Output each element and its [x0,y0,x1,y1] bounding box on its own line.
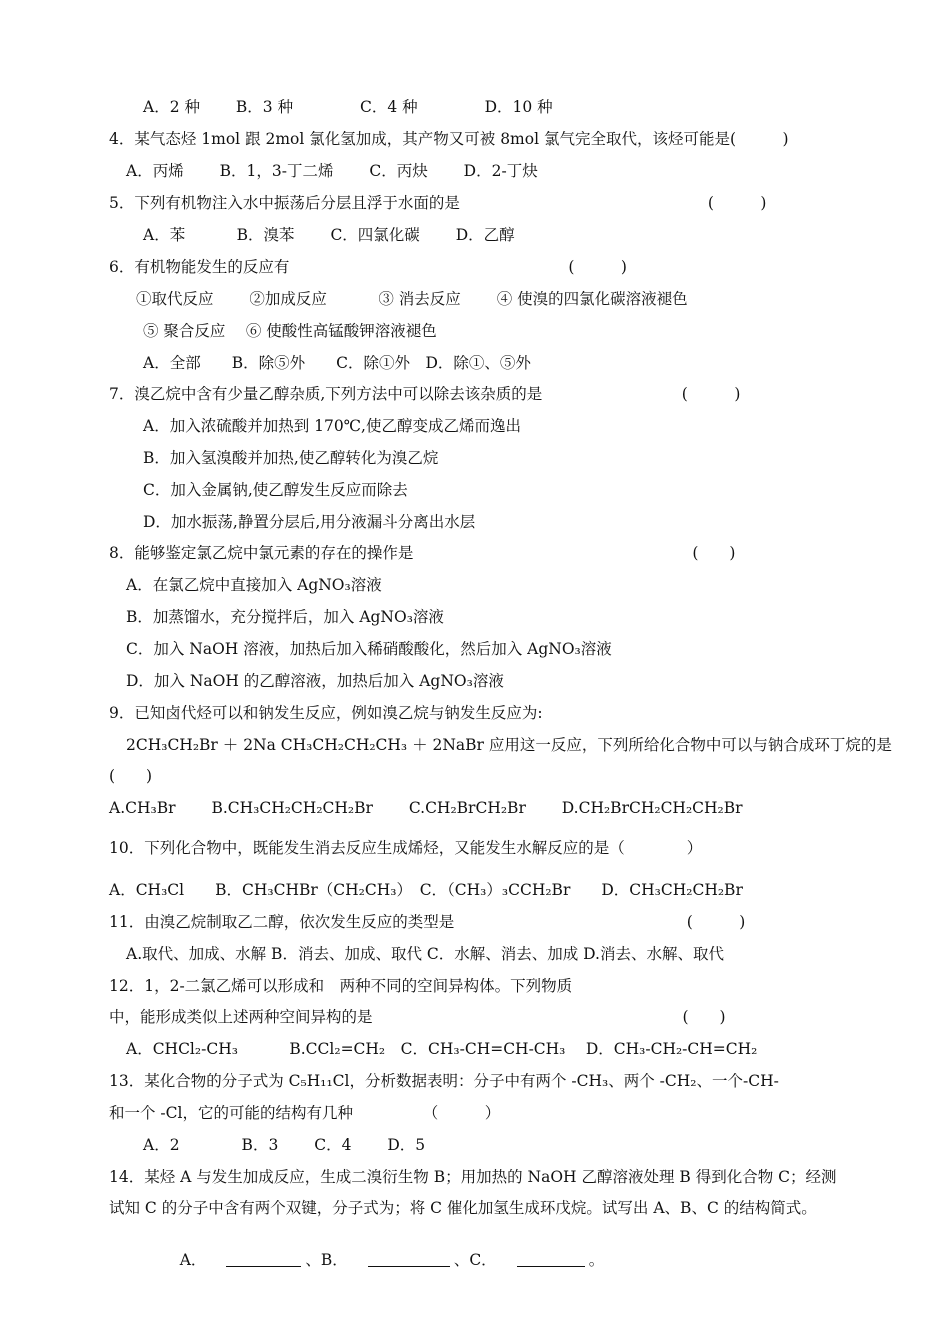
q5-stem: 5．下列有机物注入水中振荡后分层且浮于水面的是 ( ) [109,194,767,212]
q7-option-a: A．加入浓硫酸并加热到 170℃,使乙醇变成乙烯而逸出 [143,417,521,435]
q10-options: A．CH₃Cl B．CH₃CHBr（CH₂CH₃） C．（CH₃）₃CCH₂Br D．CH₃CH₂CH₂Br [109,881,743,899]
q8-option-c: C．加入 NaOH 溶液，加热后加入稀硝酸酸化，然后加入 AgNO₃溶液 [126,640,612,658]
q7-option-d: D．加水振荡,静置分层后,用分液漏斗分离出水层 [143,513,476,531]
q6-options: A．全部 B．除⑤外 C．除①外 D．除①、⑤外 [143,354,531,372]
q12-stem: 12．1，2-二氯乙烯可以形成和 两种不同的空间异构体。下列物质 [109,977,573,995]
q6-stem: 6．有机物能发生的反应有 ( ) [109,258,627,276]
q8-option-d: D．加入 NaOH 的乙醇溶液，加热后加入 AgNO₃溶液 [126,672,504,690]
q7-option-b: B．加入氢溴酸并加热,使乙醇转化为溴乙烷 [143,449,439,467]
q5-options: A．苯 B．溴苯 C．四氯化碳 D．乙醇 [143,226,515,244]
answer-c-label: 、C． [453,1251,497,1269]
q9-bracket: ( ) [109,767,153,785]
q14-stem-cont: 试知 C 的分子中含有两个双键，分子式为；将 C 催化加氢生成环戊烷。试写出 A、B、C 的结构简式。 [109,1199,817,1217]
q6-items-1: ①取代反应 ②加成反应 ③ 消去反应 ④ 使溴的四氯化碳溶液褪色 [136,290,688,308]
q7-option-c: C．加入金属钠,使乙醇发生反应而除去 [143,481,408,499]
q8-option-b: B．加蒸馏水，充分搅拌后，加入 AgNO₃溶液 [126,608,444,626]
answer-a-label: A． [179,1251,207,1269]
answer-b-blank[interactable] [368,1252,450,1267]
q11-options: A.取代、加成、水解 B．消去、加成、取代 C．水解、消去、加成 D.消去、水解、取代 [126,945,724,963]
answer-c-blank[interactable] [517,1252,585,1267]
q13-stem: 13．某化合物的分子式为 C₅H₁₁Cl，分析数据表明：分子中有两个 -CH₃、两个 -CH₂、一个-CH- [109,1072,779,1090]
q13-stem-cont: 和一个 -Cl，它的可能的结构有几种 （ ） [109,1104,501,1122]
q3-options: A．2 种 B．3 种 C．4 种 D．10 种 [143,98,553,116]
q12-stem-cont: 中，能形成类似上述两种空间异构的是 ( ) [109,1008,726,1026]
q10-stem: 10．下列化合物中，既能发生消去反应生成烯烃，又能发生水解反应的是（ ） [109,839,703,857]
q4-stem: 4．某气态烃 1mol 跟 2mol 氯化氢加成，其产物又可被 8mol 氯气完全取代，该烃可能是( ) [109,130,789,148]
q9-options: A.CH₃Br B.CH₃CH₂CH₂CH₂Br C.CH₂BrCH₂Br D.CH₂BrCH₂CH₂CH₂Br [109,799,743,817]
q14-answer-line [160,1230,604,1290]
answer-end: 。 [588,1251,605,1269]
q9-stem: 9．已知卤代烃可以和钠发生反应，例如溴乙烷与钠发生反应为: [109,704,543,722]
q7-stem: 7．溴乙烷中含有少量乙醇杂质,下列方法中可以除去该杂质的是 ( ) [109,385,741,403]
q11-stem: 11．由溴乙烷制取乙二醇，依次发生反应的类型是 ( ) [109,913,746,931]
q14-stem: 14．某烃 A 与发生加成反应，生成二溴衍生物 B；用加热的 NaOH 乙醇溶液处理 B 得到化合物 C；经测 [109,1168,837,1186]
q8-stem: 8．能够鉴定氯乙烷中氯元素的存在的操作是 ( ) [109,544,736,562]
answer-b-label: 、B． [305,1251,348,1269]
q4-options: A．丙烯 B．1，3-丁二烯 C．丙炔 D．2-丁炔 [126,162,538,180]
q9-reaction: 2CH₃CH₂Br ＋ 2Na CH₃CH₂CH₂CH₃ ＋ 2NaBr 应用这一反应，下列所给化合物中可以与钠合成环丁烷的是 [126,736,892,754]
answer-a-blank[interactable] [226,1252,301,1267]
q6-items-2: ⑤ 聚合反应 ⑥ 使酸性高锰酸钾溶液褪色 [143,322,437,340]
q12-options: A．CHCl₂-CH₃ B.CCl₂=CH₂ C．CH₃-CH=CH-CH₃ D．CH₃-CH₂-CH=CH₂ [126,1040,758,1058]
q13-options: A．2 B．3 C．4 D．5 [143,1136,426,1154]
q8-option-a: A．在氯乙烷中直接加入 AgNO₃溶液 [126,576,382,594]
